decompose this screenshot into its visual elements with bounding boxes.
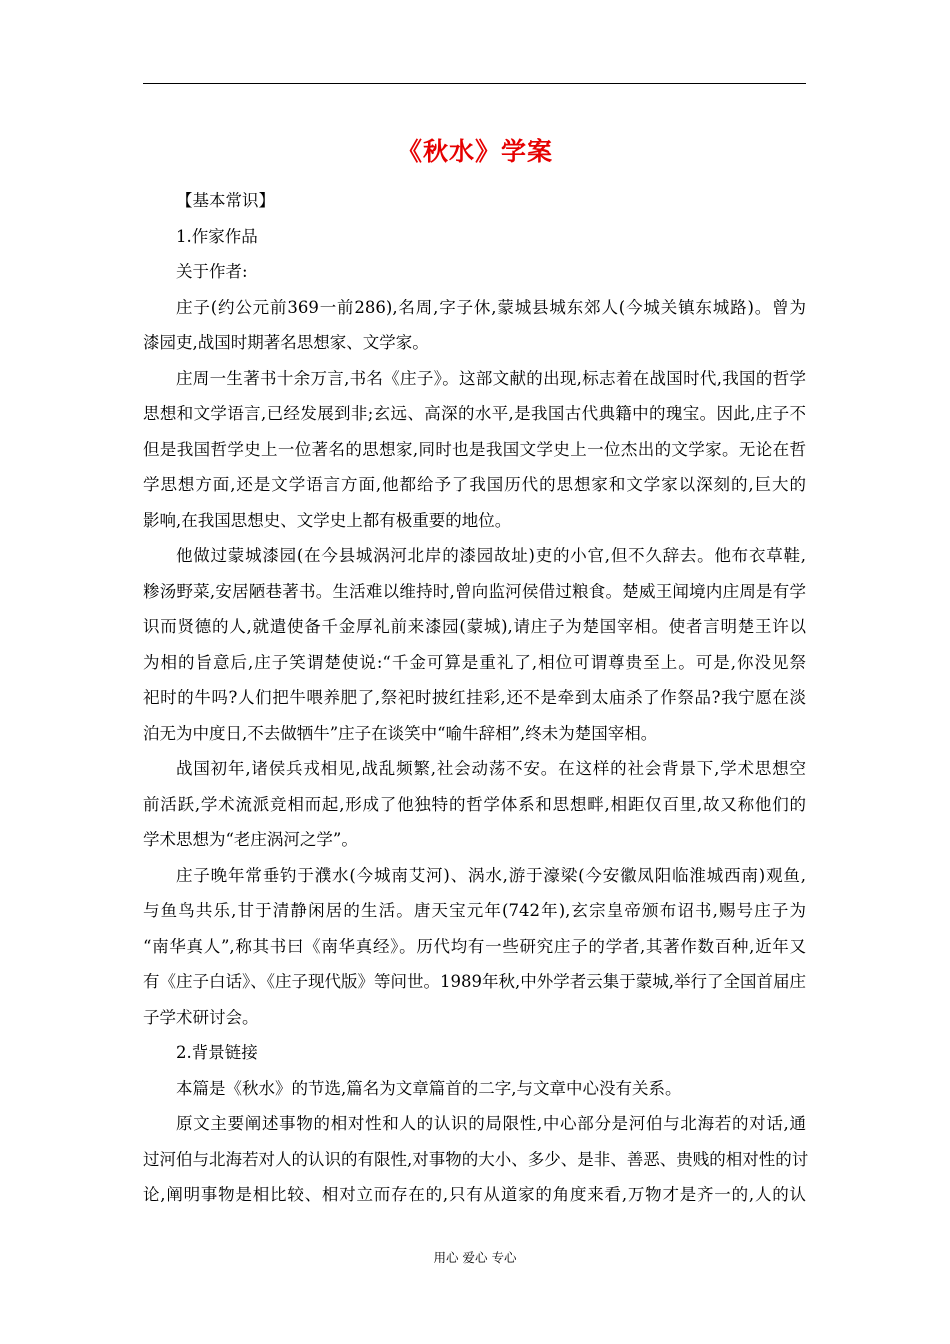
text-line: 祀时的牛吗?人们把牛喂养肥了,祭祀时披红挂彩,还不是牵到太庙杀了作祭品?我宁愿在淡 [143, 688, 806, 707]
text-line: 过河伯与北海若对人的认识的有限性,对事物的大小、多少、是非、善恶、贵贱的相对性的讨 [143, 1149, 809, 1169]
text-line: 本篇是《秋水》的节选,篇名为文章篇首的二字,与文章中心没有关系。 [176, 1078, 682, 1098]
text-line: 漆园吏,战国时期著名思想家、文学家。 [143, 333, 429, 352]
text-line: 有《庄子白话》、《庄子现代版》等问世。1989年秋,中外学者云集于蒙城,举行了全国首届庄 [143, 972, 806, 991]
text-line: 思想和文学语言,已经发展到非;玄远、高深的水平,是我国古代典籍中的瑰宝。因此,庄子不 [143, 404, 806, 423]
text-line: 庄子(约公元前369一前286),名周,字子休,蒙城县城东郊人(今城关镇东城路)。曾为 [176, 297, 806, 317]
text-line: 影响,在我国思想史、文学史上都有极重要的地位。 [143, 510, 512, 530]
text-line: 庄子晚年常垂钓于濮水(今城南艾河)、涡水,游于濠梁(今安徽凤阳临淮城西南)观鱼, [176, 865, 806, 885]
body-text [143, 219, 809, 1213]
text-line: 子学术研讨会。 [143, 1007, 259, 1027]
text-line: 学术思想为“老庄涡河之学”。 [143, 830, 358, 849]
text-line: 前活跃,学术流派竞相而起,形成了他独特的哲学体系和思想畔,相距仅百里,故又称他们的 [143, 794, 806, 814]
text-line: 糁汤野菜,安居陋巷著书。生活难以维持时,曾向监河侯借过粮食。楚威王闻境内庄周是有学 [143, 581, 806, 601]
text-line: 1.作家作品 [176, 226, 258, 246]
document-title: 《秋水》学案 [396, 137, 553, 166]
section-heading: 【基本常识】 [176, 191, 275, 210]
page-footer: 用心 爱心 专心 [433, 1250, 517, 1265]
header-rule [143, 83, 806, 84]
text-line: 庄周一生著书十余万言,书名《庄子》。这部文献的出现,标志着在战国时代,我国的哲学 [176, 368, 806, 388]
text-line: 识而贤德的人,就遣使备千金厚礼前来漆园(蒙城),请庄子为楚国宰相。使者言明楚王许以 [143, 617, 806, 636]
text-line: 关于作者: [176, 262, 248, 281]
text-line: 但是我国哲学史上一位著名的思想家,同时也是我国文学史上一位杰出的文学家。无论在哲 [143, 439, 806, 459]
text-line: 战国初年,诸侯兵戎相见,战乱频繁,社会动荡不安。在这样的社会背景下,学术思想空 [176, 759, 806, 778]
text-line: “南华真人”,称其书曰《南华真经》。历代均有一些研究庄子的学者,其著作数百种,近年又 [143, 936, 806, 956]
text-line: 他做过蒙城漆园(在今县城涡河北岸的漆园故址)吏的小官,但不久辞去。他布衣草鞋, [176, 546, 806, 565]
text-line: 原文主要阐述事物的相对性和人的认识的局限性,中心部分是河伯与北海若的对话,通 [176, 1114, 806, 1133]
text-line: 2.背景链接 [176, 1043, 258, 1062]
text-line: 论,阐明事物是相比较、相对立而存在的,只有从道家的角度来看,万物才是齐一的,人的认 [143, 1185, 806, 1204]
text-line: 泊无为中度日,不去做牺牛”庄子在谈笑中“喻牛辞相”,终未为楚国宰相。 [143, 723, 658, 743]
text-line: 学思想方面,还是文学语言方面,他都给予了我国历代的思想家和文学家以深刻的,巨大的 [143, 475, 806, 494]
text-line: 为相的旨意后,庄子笑谓楚使说:“千金可算是重礼了,相位可谓尊贵至上。可是,你没见祭 [143, 652, 806, 672]
document-body [143, 183, 809, 1213]
text-line: 与鱼鸟共乐,甘于清静闲居的生活。唐天宝元年(742年),玄宗皇帝颁布诏书,赐号庄子为 [143, 901, 806, 920]
